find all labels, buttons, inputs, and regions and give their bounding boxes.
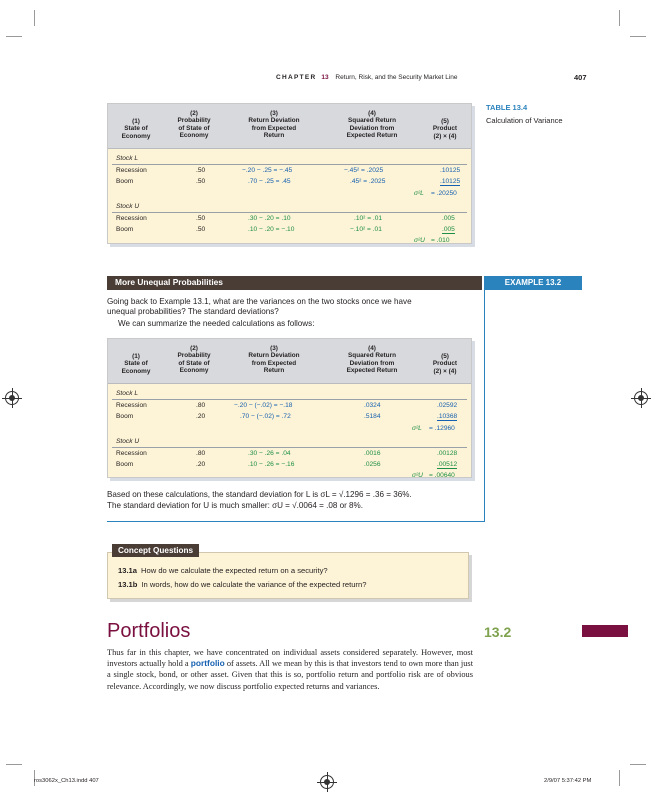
prob-cell: .80 [196, 450, 206, 457]
table-header [108, 104, 471, 149]
squared-cell: −.10² = .01 [350, 226, 382, 233]
section-divider [112, 447, 467, 448]
prob-cell: .20 [196, 413, 206, 420]
prob-cell: .20 [196, 461, 206, 468]
section-divider [112, 164, 467, 165]
squared-cell: .45² = .2025 [350, 178, 386, 185]
header-col-1: (1) State of Economy [121, 353, 151, 375]
section-number: 13.2 [484, 624, 512, 640]
question-text: How do we calculate the expected return on a security? [141, 566, 328, 575]
header-col-4: (4) Squared Return Deviation from Expected Return [346, 110, 398, 139]
squared-cell: .0324 [364, 402, 381, 409]
section-title: Portfolios [107, 620, 191, 642]
squared-cell: .5184 [364, 413, 381, 420]
squared-cell: −.45² = .2025 [344, 167, 384, 174]
example-title: More Unequal Probabilities [115, 277, 223, 287]
header-col-5: (5) Product (2) × (4) [432, 118, 458, 140]
crop-mark [619, 10, 620, 26]
glossary-term-link[interactable]: portfolio [190, 658, 225, 669]
registration-mark-icon [634, 391, 648, 405]
concept-questions-box [107, 552, 469, 599]
page-number: 407 [574, 73, 587, 82]
state-cell: Boom [116, 413, 134, 420]
squared-cell: .0016 [364, 450, 381, 457]
state-cell: Boom [116, 178, 134, 185]
section-label: Stock L [116, 390, 138, 397]
concept-question [118, 580, 366, 589]
product-cell: .00512 [437, 461, 458, 468]
example-border [107, 521, 485, 522]
state-cell: Recession [116, 215, 147, 222]
prob-cell: .50 [196, 215, 206, 222]
running-header [276, 74, 458, 81]
variance-symbol: σ²U [412, 472, 423, 479]
variance-symbol: σ²L [414, 190, 424, 197]
state-cell: Recession [116, 450, 147, 457]
product-cell: .005 [442, 215, 455, 222]
file-slug: ros3062x_Ch13.indd 407 [34, 778, 99, 784]
product-cell: .10368 [437, 413, 458, 420]
concept-questions-tag: Concept Questions [112, 544, 199, 557]
product-cell: .10125 [440, 167, 461, 174]
prob-cell: .50 [196, 178, 206, 185]
example-calculation-table [107, 338, 472, 478]
prob-cell: .50 [196, 226, 206, 233]
section-label: Stock U [116, 203, 140, 210]
table-caption [486, 103, 563, 125]
variance-total: = .12960 [429, 425, 455, 432]
example-border [484, 290, 485, 522]
deviation-cell: −.20 − .25 = −.45 [242, 167, 293, 174]
crop-mark [630, 764, 646, 765]
example-conclusion-line: Based on these calculations, the standard deviation for L is σL = √.1296 = .36 = 36%. [107, 490, 412, 499]
crop-mark [619, 770, 620, 786]
state-cell: Recession [116, 167, 147, 174]
deviation-cell: .30 − .26 = .04 [248, 450, 291, 457]
product-cell: .10125 [440, 178, 461, 185]
header-col-4: (4) Squared Return Deviation from Expected Return [346, 345, 398, 374]
example-intro-2: We can summarize the needed calculations as follows: [118, 319, 315, 328]
section-divider [112, 399, 467, 400]
header-col-5: (5) Product (2) × (4) [432, 353, 458, 375]
header-col-2: (2) Probability of State of Economy [177, 345, 211, 374]
deviation-cell: .70 − (−.02) = .72 [240, 413, 291, 420]
example-intro-line: Going back to Example 13.1, what are the variances on the two stocks once we have [107, 297, 412, 306]
concept-question [118, 566, 328, 575]
product-cell: .005 [442, 226, 455, 233]
header-col-3: (3) Return Deviation from Expected Return [248, 345, 300, 374]
example-conclusion-line: The standard deviation for U is much smaller: σU = √.0064 = .08 or 8%. [107, 501, 363, 510]
crop-mark [6, 36, 22, 37]
registration-mark-icon [320, 775, 334, 789]
example-title-bar [107, 276, 482, 290]
variance-symbol: σ²U [414, 237, 425, 244]
variance-total: = .00640 [429, 472, 455, 479]
deviation-cell: .70 − .25 = .45 [248, 178, 291, 185]
header-col-2: (2) Probability of State of Economy [177, 110, 211, 139]
section-label: Stock L [116, 155, 138, 162]
question-number: 13.1b [118, 580, 138, 589]
question-number: 13.1a [118, 566, 138, 575]
table-header [108, 339, 471, 384]
chapter-title: Return, Risk, and the Security Market Line [335, 74, 458, 81]
section-body: Thus far in this chapter, we have concentrated on individual assets considered separately. However, most investors actually hold a portfolio of assets. All we mean by this is that investors tend to own more than just a single stock, bond, or other asset. Given that this is so, portfolio return and portfolio risk are of obvious relevance. Accordingly, we now discuss portfolio expected returns and variances. [107, 648, 474, 691]
deviation-cell: .10 − .20 = −.10 [248, 226, 295, 233]
variance-symbol: σ²L [412, 425, 422, 432]
table-label: TABLE 13.4 [486, 103, 528, 112]
chapter-number: 13 [321, 74, 329, 81]
chapter-label: CHAPTER [276, 74, 317, 81]
state-cell: Recession [116, 402, 147, 409]
example-tag: EXAMPLE 13.2 [484, 276, 582, 290]
table-caption-text: Calculation of Variance [486, 116, 563, 125]
product-cell: .02592 [437, 402, 458, 409]
state-cell: Boom [116, 226, 134, 233]
crop-mark [630, 36, 646, 37]
section-label: Stock U [116, 438, 140, 445]
date-slug: 2/9/07 5:37:42 PM [544, 778, 592, 784]
section-divider [112, 212, 467, 213]
prob-cell: .80 [196, 402, 206, 409]
example-intro-line: unequal probabilities? The standard deviations? [107, 307, 279, 316]
deviation-cell: .10 − .26 = −.16 [248, 461, 295, 468]
crop-mark [34, 10, 35, 26]
variance-total: = .010 [431, 237, 450, 244]
squared-cell: .10² = .01 [354, 215, 383, 222]
header-col-3: (3) Return Deviation from Expected Return [248, 110, 300, 139]
product-cell: .00128 [437, 450, 458, 457]
deviation-cell: .30 − .20 = .10 [248, 215, 291, 222]
section-color-block [582, 625, 628, 637]
variance-total: = .20250 [431, 190, 457, 197]
crop-mark [6, 764, 22, 765]
question-text: In words, how do we calculate the variance of the expected return? [141, 580, 367, 589]
state-cell: Boom [116, 461, 134, 468]
header-col-1: (1) State of Economy [121, 118, 151, 140]
variance-table [107, 103, 472, 244]
squared-cell: .0256 [364, 461, 381, 468]
registration-mark-icon [5, 391, 19, 405]
deviation-cell: −.20 − (−.02) = −.18 [234, 402, 293, 409]
prob-cell: .50 [196, 167, 206, 174]
